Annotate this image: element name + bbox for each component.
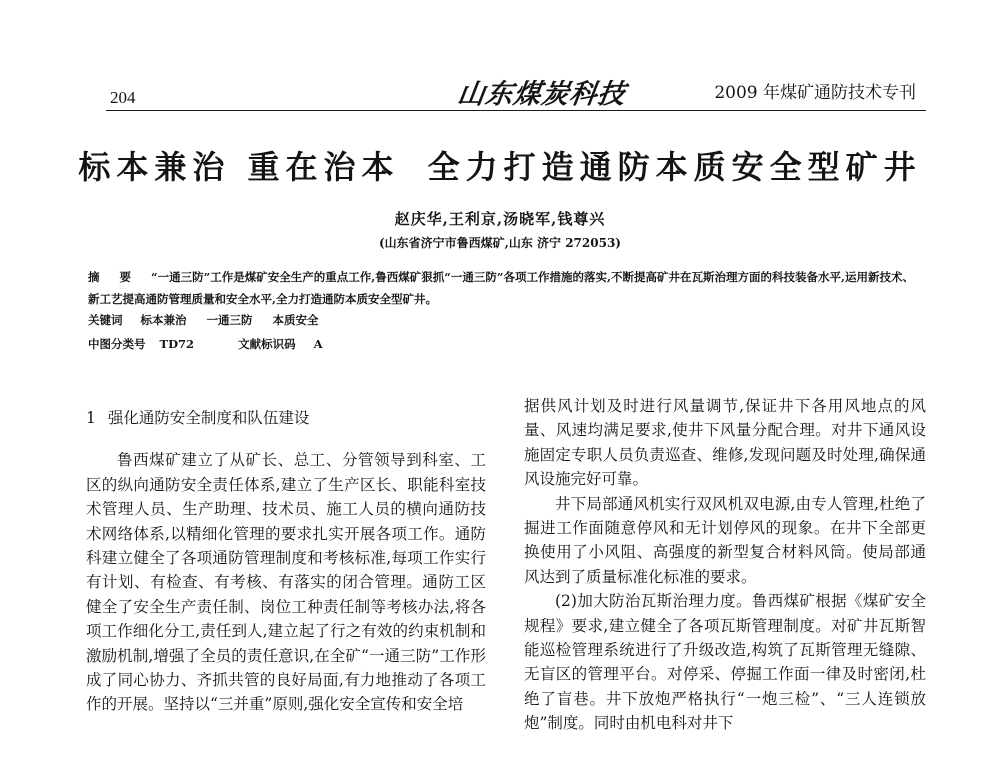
right-column [524,394,926,736]
body-paragraph: 鲁西煤矿建立了从矿长、总工、分管领导到科室、工区的纵向通防安全责任体系,建立了生产区长、职能科室技术管理人员、生产助理、技术员、施工人员的横向通防技术网络体系,以精细化管理的要求扎实开展各项工作。通防科建立健全了各项通防管理制度和考核标准,每项工作实行有计划、有检查、有考核、有落实的闭合管理。通防工区健全了安全生产责任制、岗位工种责任制等考核办法,将各项工作细化分工,责任到人,建立起了行之有效的约束机制和激励机制,增强了全员的责任意识,在全矿“一通三防”工作形成了同心协力、齐抓共管的良好局面,有力地推动了各项工作的开展。坚持以“三并重”原则,强化安全宣传和安全培 [86,451,486,714]
classification-line [88,336,323,352]
keywords [88,312,335,328]
running-header [78,66,926,112]
body-paragraph: 井下局部通风机实行双风机双电源,由专人管理,杜绝了掘进工作面随意停风和无计划停风的现象。在井下全部更换使用了小风阻、高强度的新型复合材料风筒。使局部通风达到了质量标准化标准的要求。 [524,494,926,586]
author-list: 赵庆华,王利京,汤晓军,钱尊兴 [394,210,606,228]
body-paragraph: 据供风计划及时进行风量调节,保证井下各用风地点的风量、风速均满足要求,使井下风量分配合理。对井下通风设施固定专职人员负责巡查、维修,发现问题及时处理,确保通风设施完好可靠。 [524,397,926,489]
journal-logo: 山东煤炭科技 [455,79,628,110]
abstract-label: 摘 要 [88,270,140,284]
author-affiliation: (山东省济宁市鲁西煤矿,山东 济宁 272053) [379,236,621,250]
abstract-text: “一通三防”工作是煤矿安全生产的重点工作,鲁西煤矿狠抓“一通三防”各项工作措施的落实,不断提高矿井在瓦斯治理方面的科技装备水平,运用新技术、新工艺提高通防管理质量和安全水平,全力打造通防本质安全型矿井。 [88,270,914,306]
body-paragraph: (2)加大防治瓦斯治理力度。鲁西煤矿根据《煤矿安全规程》要求,建立健全了各项瓦斯管理制度。对矿井瓦斯智能巡检管理系统进行了升级改造,构筑了瓦斯管理无缝隙、无盲区的管理平台。对停采、停掘工作面一律及时密闭,杜绝了盲巷。井下放炮严格执行“一炮三检”、“三人连锁放炮”制度。同时由机电科对井下 [524,592,926,733]
header-divider [106,110,926,111]
section-number: 1 [86,409,96,427]
title-part-2: 全力打造通防本质安全型矿井 [427,148,922,186]
keyword-item: 一通三防 [206,313,253,327]
document-code-value: A [313,337,323,351]
special-issue-label: 2009 年煤矿通防技术专刊 [714,83,916,103]
section-heading [86,406,486,430]
clc-value: TD72 [159,337,195,351]
keyword-item: 本质安全 [272,313,319,327]
title-part-1: 标本兼治 重在治本 [78,148,400,186]
page-number: 204 [110,88,136,107]
keyword-item: 标本兼治 [140,313,187,327]
left-column [86,406,486,717]
section-title: 强化通防安全制度和队伍建设 [107,409,310,427]
article-title [60,142,940,188]
document-code-label: 文献标识码 [238,337,296,351]
keywords-label: 关键词 [88,313,123,327]
clc-label: 中图分类号 [88,337,146,351]
abstract [88,266,924,310]
